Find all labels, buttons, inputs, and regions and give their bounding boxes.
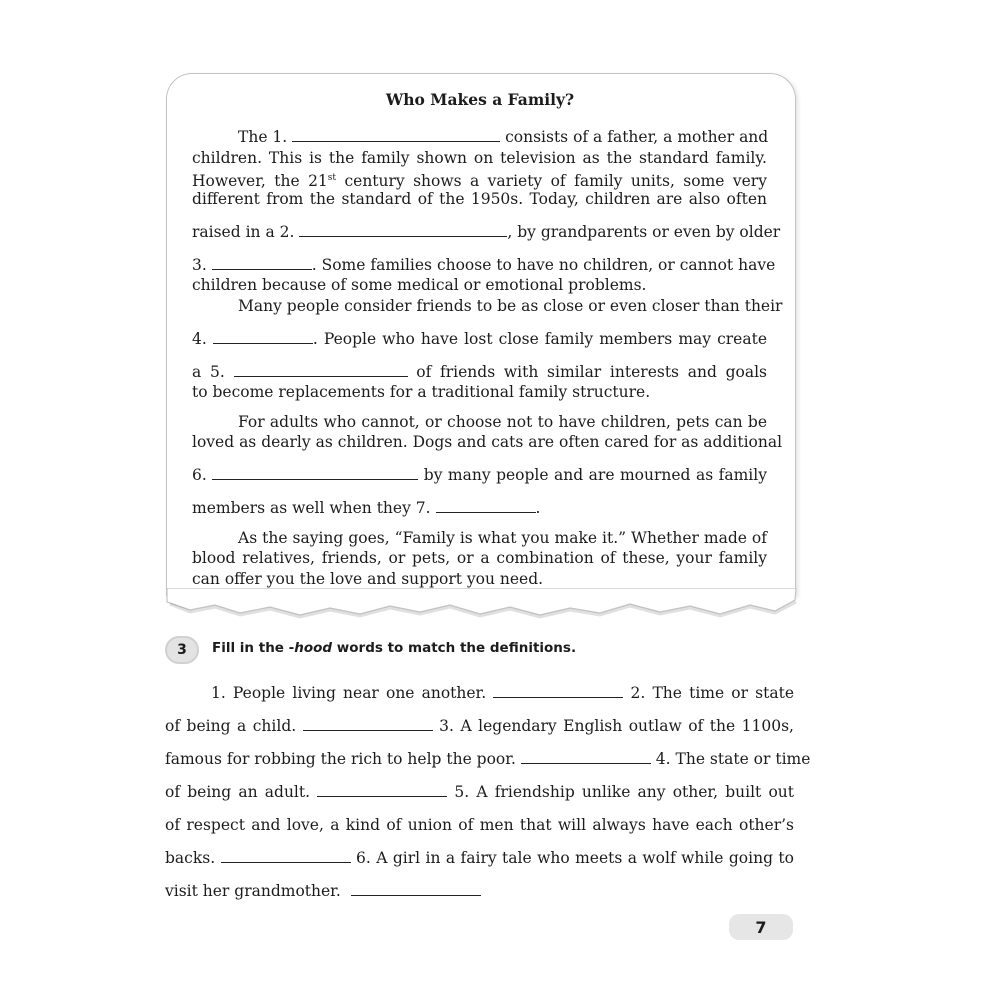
- passage-line: a 5. of friends with similar interests and goals: [192, 363, 767, 381]
- passage-line: different from the standard of the 1950s. Today, children are also often: [192, 190, 767, 208]
- passage-line: However, the 21st century shows a variety of family units, some very: [192, 172, 767, 191]
- exercise-line: 1. People living near one another. 2. The time or state: [211, 684, 794, 702]
- blank-4[interactable]: [213, 329, 313, 344]
- exercise-number-badge: 3: [165, 636, 199, 664]
- blank-7[interactable]: [436, 498, 536, 513]
- torn-paper-edge: [160, 588, 805, 624]
- exercise-line: visit her grandmother.: [165, 881, 794, 901]
- answer-blank-2[interactable]: [303, 716, 433, 731]
- page-number: 7: [729, 914, 793, 940]
- passage-line: to become replacements for a traditional family structure.: [192, 383, 651, 401]
- blank-1[interactable]: [292, 127, 500, 142]
- passage-line: As the saying goes, “Family is what you make it.” Whether made of: [238, 529, 767, 547]
- passage-line: raised in a 2. , by grandparents or even by older: [192, 223, 781, 241]
- passage-line: For adults who cannot, or choose not to have children, pets can be: [238, 413, 767, 431]
- blank-6[interactable]: [212, 465, 418, 480]
- blank-5[interactable]: [234, 362, 408, 377]
- answer-blank-5[interactable]: [221, 848, 351, 863]
- exercise-line: of respect and love, a kind of union of men that will always have each other’s: [165, 816, 794, 834]
- passage-line: can offer you the love and support you need.: [192, 570, 544, 588]
- passage-line: Many people consider friends to be as close or even closer than their: [238, 297, 783, 315]
- passage-line: children. This is the family shown on television as the standard family.: [192, 149, 767, 167]
- blank-2[interactable]: [299, 222, 507, 237]
- passage-line: 3. . Some families choose to have no children, or cannot have: [192, 256, 776, 274]
- passage-line: The 1. consists of a father, a mother and: [238, 128, 769, 146]
- passage-line: loved as dearly as children. Dogs and cats are often cared for as additional: [192, 433, 783, 451]
- passage-line: children because of some medical or emotional problems.: [192, 276, 647, 294]
- passage-title: Who Makes a Family?: [385, 90, 575, 109]
- answer-blank-1[interactable]: [493, 683, 623, 698]
- exercise-line: famous for robbing the rich to help the poor. 4. The state or time: [165, 750, 811, 768]
- passage-line: members as well when they 7. .: [192, 499, 541, 517]
- answer-blank-4[interactable]: [317, 782, 447, 797]
- exercise-line: backs. 6. A girl in a fairy tale who meets a wolf while going to: [165, 849, 794, 867]
- exercise-line: of being a child. 3. A legendary English outlaw of the 1100s,: [165, 717, 794, 735]
- blank-3[interactable]: [212, 255, 312, 270]
- answer-blank-6[interactable]: [351, 881, 481, 896]
- passage-line: blood relatives, friends, or pets, or a combination of these, your family: [192, 549, 767, 567]
- passage-line: 4. . People who have lost close family members may create: [192, 330, 767, 348]
- answer-blank-3[interactable]: [521, 749, 651, 764]
- exercise-line: of being an adult. 5. A friendship unlike any other, built out: [165, 783, 794, 801]
- exercise-instructions: Fill in the -hood words to match the definitions.: [212, 640, 577, 656]
- passage-line: 6. by many people and are mourned as family: [192, 466, 767, 484]
